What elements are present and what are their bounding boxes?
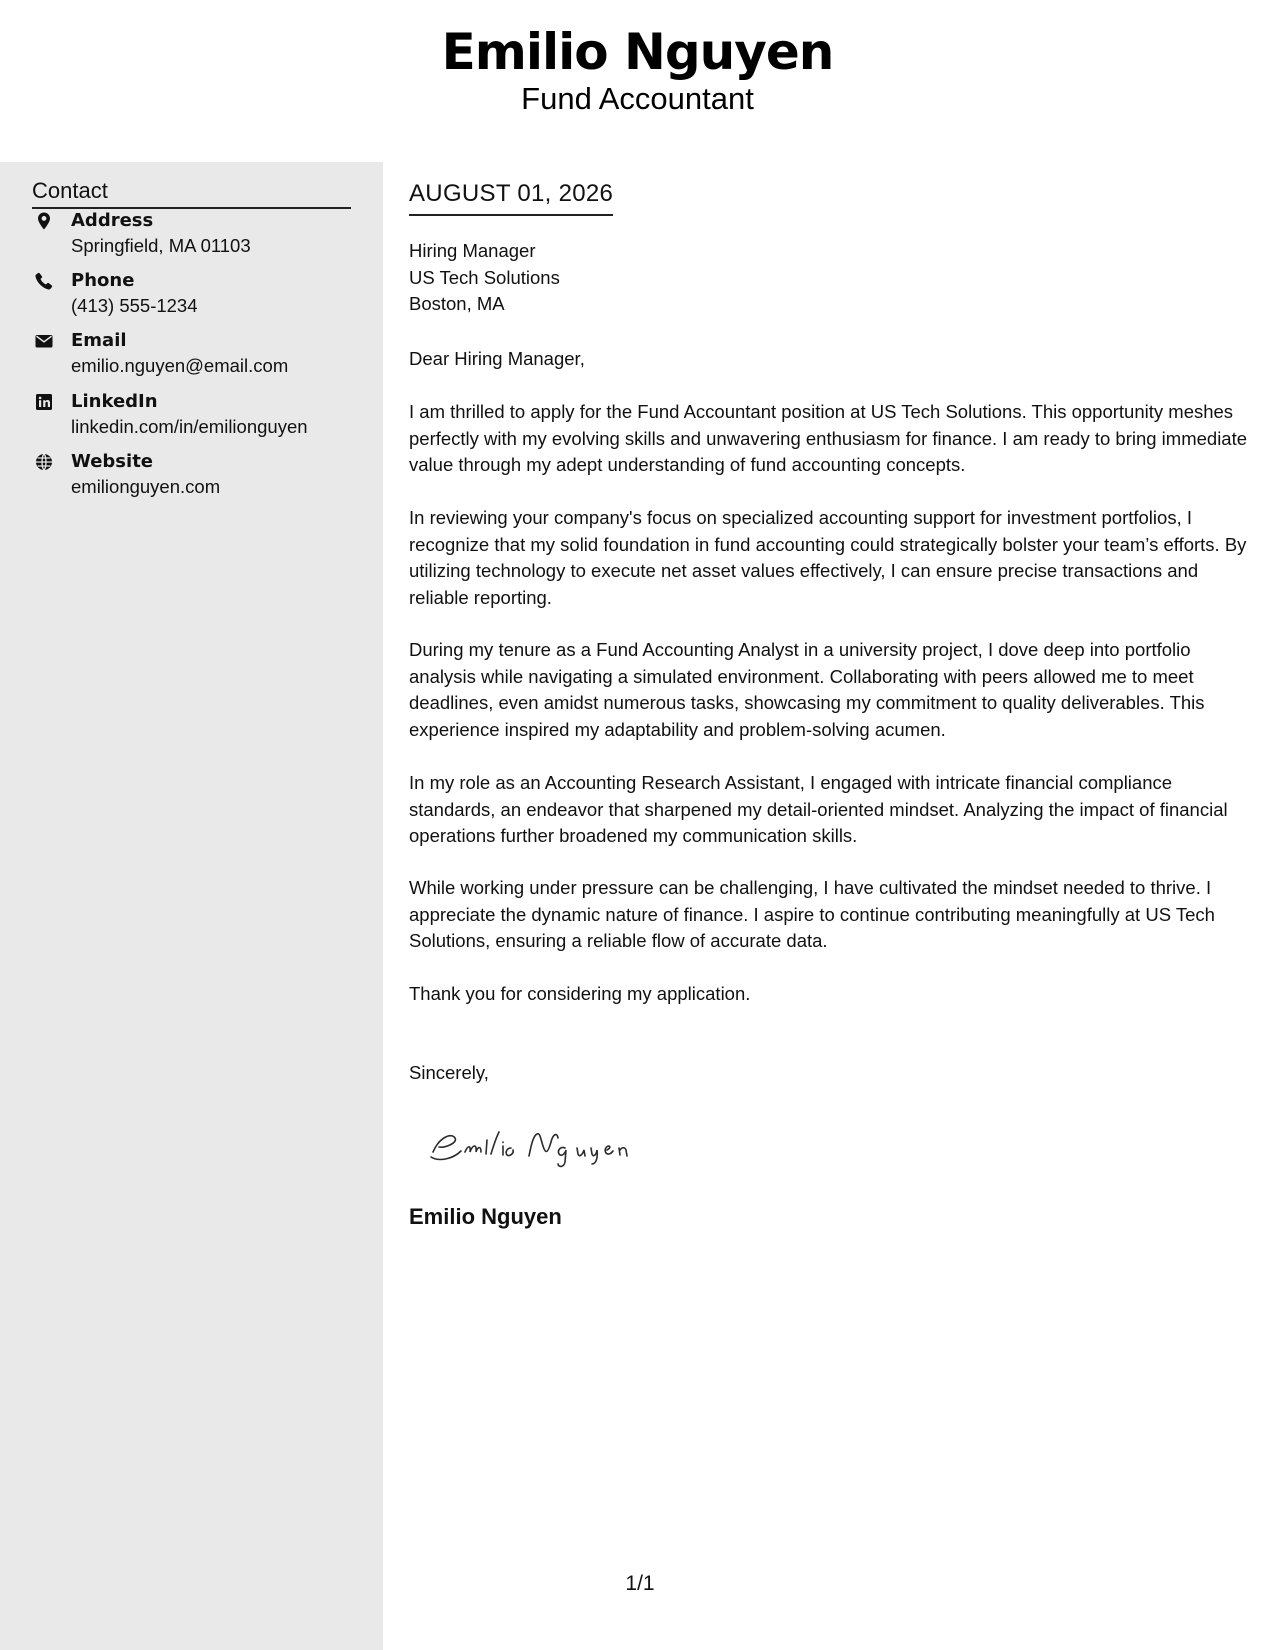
address-value: Springfield, MA 01103 (71, 235, 251, 256)
contact-item-phone (32, 269, 362, 325)
recipient-title: Hiring Manager (409, 240, 536, 261)
handwritten-signature (425, 1112, 665, 1172)
contact-item-address (32, 209, 362, 265)
salutation: Dear Hiring Manager, (409, 348, 585, 369)
closing-thanks: Thank you for considering my application. (409, 983, 751, 1004)
phone-icon (34, 271, 54, 291)
phone-label: Phone (71, 270, 135, 291)
linkedin-icon (34, 392, 54, 412)
paragraph-3: During my tenure as a Fund Accounting Analyst in a university project, I dove deep into portfolio analysis while navigating a simulated environment. Collaborating with peers allowed me to meet deadlines, even amidst numerous tasks, showcasing my commitment to quality deliverables. This experience inspired my adaptability and problem-solving acumen. (409, 639, 1205, 740)
linkedin-label: LinkedIn (71, 391, 158, 412)
paragraph-2: In reviewing your company's focus on specialized accounting support for investment portfolios, I recognize that my solid foundation in fund accounting could strategically bolster your team’s efforts. By utilizing technology to execute net asset values effectively, I can ensure precise transactions and reliable reporting. (409, 507, 1247, 608)
email-value: emilio.nguyen@email.com (71, 355, 289, 376)
applicant-job-title: Fund Accountant (521, 81, 754, 116)
applicant-name: Emilio Nguyen (441, 23, 834, 81)
contact-item-linkedin (32, 390, 362, 446)
address-label: Address (71, 210, 154, 231)
paragraph-5: While working under pressure can be challenging, I have cultivated the mindset needed to thrive. I appreciate the dynamic nature of finance. I aspire to continue contributing meaningfully at US Tech Solutions, ensuring a reliable flow of accurate data. (409, 877, 1215, 951)
resume-header (0, 0, 1275, 162)
linkedin-value: linkedin.com/in/emilionguyen (71, 416, 308, 437)
contact-heading: Contact (32, 176, 351, 209)
phone-value: (413) 555-1234 (71, 295, 198, 316)
contact-item-website (32, 450, 362, 506)
recipient-block (409, 238, 560, 318)
signed-name: Emilio Nguyen (409, 1204, 562, 1229)
contact-sidebar (0, 162, 383, 1650)
map-pin-icon (34, 211, 54, 231)
page-number: 1/1 (625, 1572, 655, 1595)
globe-icon (34, 452, 54, 472)
recipient-location: Boston, MA (409, 293, 505, 314)
website-label: Website (71, 451, 154, 472)
contact-item-email (32, 329, 362, 385)
paragraph-1: I am thrilled to apply for the Fund Accountant position at US Tech Solutions. This opportunity meshes perfectly with my evolving skills and unwavering enthusiasm for finance. I am ready to bring immediate value through my adept understanding of fund accounting concepts. (409, 401, 1248, 475)
recipient-company: US Tech Solutions (409, 266, 560, 288)
paragraph-4: In my role as an Accounting Research Assistant, I engaged with intricate financial compliance standards, an endeavor that sharpened my detail-oriented mindset. Analyzing the impact of financial operations further broadened my communication skills. (409, 772, 1228, 846)
email-label: Email (71, 330, 127, 351)
website-value: emilionguyen.com (71, 476, 221, 497)
sign-off: Sincerely, (409, 1062, 489, 1083)
envelope-icon (34, 331, 54, 351)
letter-date: AUGUST 01, 2026 (409, 178, 613, 216)
